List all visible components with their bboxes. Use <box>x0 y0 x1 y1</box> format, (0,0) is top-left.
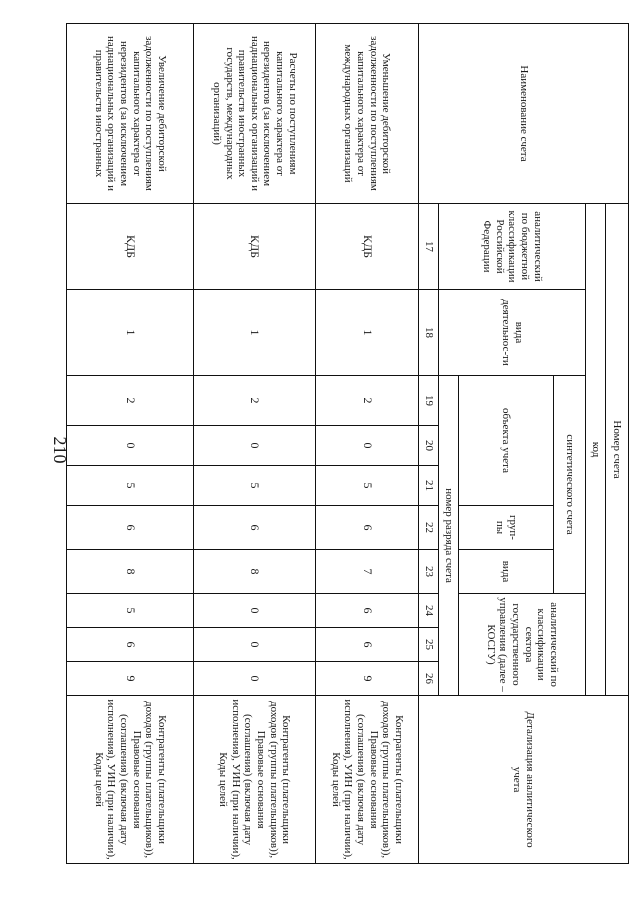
digit-24-cell: 6 <box>316 594 419 628</box>
budget-code-cell: КДБ <box>67 204 194 290</box>
account-name-cell: Увеличение дебиторской задолженности по поступлениям капитального характера от нерезидентов (за исключением наднациональных организаций и правительств иностранных <box>67 24 194 204</box>
header-kind: вида <box>459 550 554 594</box>
account-name-cell: Уменьшение дебиторской задолженности по поступлениям капитального характера от международных организаций <box>316 24 419 204</box>
column-number: 19 <box>419 376 439 426</box>
digit-23-cell: 7 <box>316 550 419 594</box>
header-account-name: Наименование счета <box>419 24 629 204</box>
detail-cell: Контрагенты (плательщики доходов (группы плательщиков)), Правовые основания (соглашения) (включая дату исполнения), УИН (при наличии), Коды целей <box>67 696 194 864</box>
digit-20-cell: 0 <box>67 426 194 466</box>
budget-code-cell: КДБ <box>316 204 419 290</box>
digit-20-cell: 0 <box>316 426 419 466</box>
header-digit-number: номер разряда счета <box>439 376 459 696</box>
digit-22-cell: 6 <box>194 506 316 550</box>
column-number: 25 <box>419 628 439 662</box>
detail-cell: Контрагенты (плательщики доходов (группы плательщиков)), Правовые основания (соглашения) (включая дату исполнения), УИН (при наличии), Коды целей <box>194 696 316 864</box>
column-number: 20 <box>419 426 439 466</box>
column-number: 21 <box>419 466 439 506</box>
digit-21-cell: 5 <box>67 466 194 506</box>
digit-25-cell: 0 <box>194 628 316 662</box>
digit-26-cell: 0 <box>194 662 316 696</box>
column-number: 23 <box>419 550 439 594</box>
digit-19-cell: 2 <box>316 376 419 426</box>
table-row <box>67 24 194 864</box>
column-number: 22 <box>419 506 439 550</box>
header-account-object: объекта учета <box>459 376 554 506</box>
header-account-number: Номер счета <box>606 204 629 696</box>
accounts-table <box>66 23 629 864</box>
digit-24-cell: 5 <box>67 594 194 628</box>
header-detail: Детализация аналитического учета <box>419 696 629 864</box>
digit-22-cell: 6 <box>316 506 419 550</box>
budget-code-cell: КДБ <box>194 204 316 290</box>
digit-26-cell: 9 <box>316 662 419 696</box>
rotated-table-frame <box>67 23 629 863</box>
table-row <box>194 24 316 864</box>
activity-cell: 1 <box>67 290 194 376</box>
digit-23-cell: 8 <box>67 550 194 594</box>
header-code: код <box>586 204 606 696</box>
activity-cell: 1 <box>194 290 316 376</box>
digit-19-cell: 2 <box>194 376 316 426</box>
digit-23-cell: 8 <box>194 550 316 594</box>
header-activity-type: вида деятельнос-ти <box>439 290 586 376</box>
column-number: 24 <box>419 594 439 628</box>
header-analytical-kosgu: аналитический по классификации сектора государственного управления (далее – КОСГУ) <box>459 594 586 696</box>
digit-20-cell: 0 <box>194 426 316 466</box>
digit-25-cell: 6 <box>67 628 194 662</box>
column-number: 18 <box>419 290 439 376</box>
digit-19-cell: 2 <box>67 376 194 426</box>
header-group: груп-пы <box>459 506 554 550</box>
table-row <box>316 24 419 864</box>
detail-cell: Контрагенты (плательщики доходов (группы плательщиков)), Правовые основания (соглашения) (включая дату исполнения), УИН (при наличии), Коды целей <box>316 696 419 864</box>
column-number: 26 <box>419 662 439 696</box>
header-analytical-budget: аналитический по бюджетной классификации Российской Федерации <box>439 204 586 290</box>
account-name-cell: Расчеты по поступлениям капитального характера от нерезидентов (за исключением наднациональных организаций и правительств иностранных государств, международных организаций) <box>194 24 316 204</box>
digit-21-cell: 5 <box>316 466 419 506</box>
digit-24-cell: 0 <box>194 594 316 628</box>
digit-26-cell: 9 <box>67 662 194 696</box>
header-synthetic: синтетического счета <box>554 376 586 594</box>
activity-cell: 1 <box>316 290 419 376</box>
digit-22-cell: 6 <box>67 506 194 550</box>
page-number: 210 <box>50 436 70 464</box>
column-number: 17 <box>419 204 439 290</box>
digit-25-cell: 6 <box>316 628 419 662</box>
digit-21-cell: 5 <box>194 466 316 506</box>
